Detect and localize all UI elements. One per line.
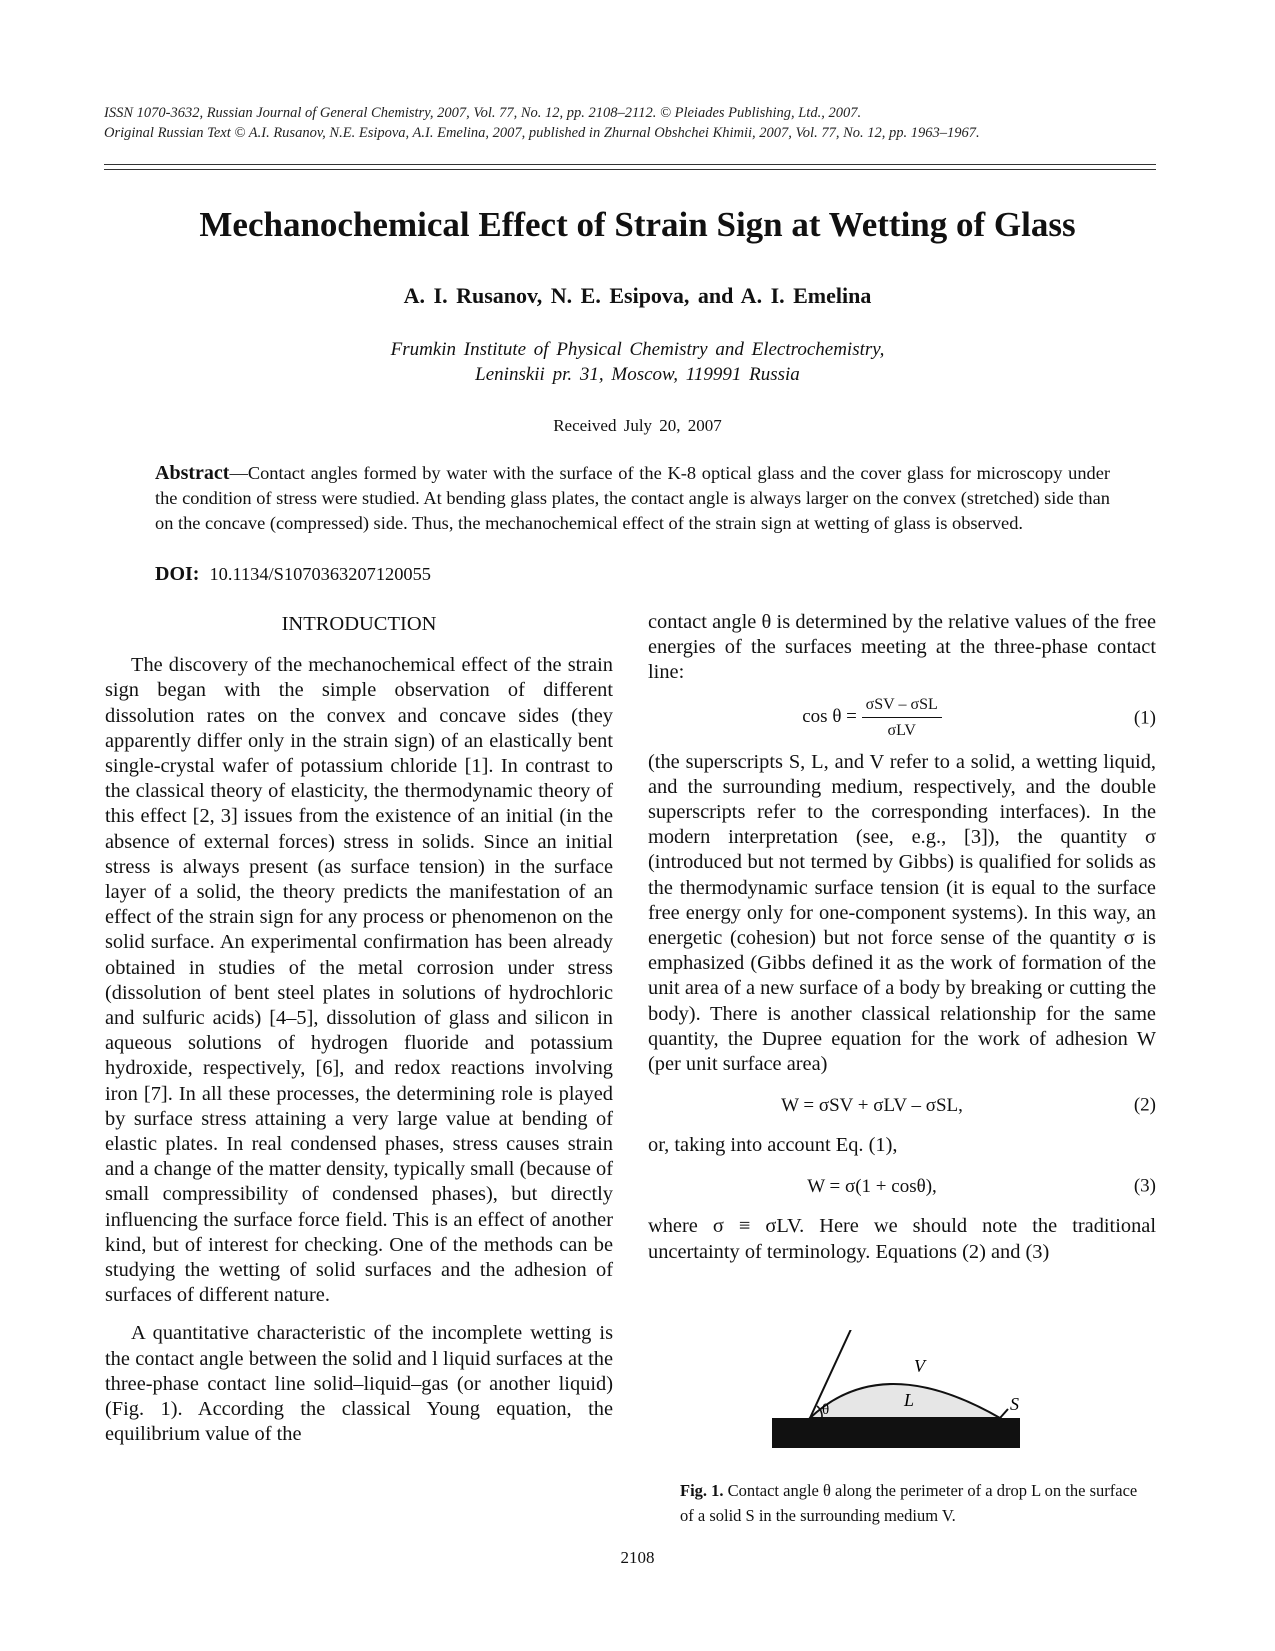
figure-caption-text: Contact angle θ along the perimeter of a drop L on the surface of a solid S in the surrounding medium V. [680, 1481, 1138, 1525]
doi-label: DOI: [155, 563, 200, 585]
equation-number: (1) [1133, 707, 1156, 729]
paragraph: where σ ≡ σLV. Here we should note the traditional uncertainty of terminology. Equations (2) and (3) [648, 1215, 1156, 1263]
affiliation-line-1: Frumkin Institute of Physical Chemistry and Electrochemistry, [390, 339, 885, 360]
section-heading: INTRODUCTION [281, 613, 437, 635]
right-column [648, 610, 1156, 1265]
abstract [155, 461, 1110, 536]
figure-caption-label: Fig. 1. [680, 1481, 724, 1500]
paragraph: or, taking into account Eq. (1), [648, 1134, 898, 1157]
paragraph: contact angle θ is determined by the relative values of the free energies of the surfaces meeting at the three-phase contact line: [648, 611, 1156, 684]
figure-label-theta: θ [822, 1402, 830, 1418]
left-column [105, 612, 613, 1448]
article-title: Mechanochemical Effect of Strain Sign at Wetting of Glass [199, 205, 1076, 244]
header-divider [104, 164, 1156, 165]
paragraph: (the superscripts S, L, and V refer to a solid, a wetting liquid, and the surrounding medium, respectively, and the double superscripts refer to the corresponding interfaces). In the modern interpretation (see, e.g., [3]), the quantity σ (introduced but not termed by Gibbs) is qualified for solids as the thermodynamic surface tension (it is equal to the surface free energy only for one-component systems). In this way, an energetic (cohesion) but not force sense of the quantity σ is emphasized (Gibbs defined it as the work of formation of the unit area of a new surface of a body by breaking or cutting the body). There is another classical relationship for the same quantity, the Dupree equation for the work of adhesion W (per unit surface area) [648, 750, 1156, 1076]
equation-1-denominator: σLV [887, 721, 916, 739]
header-line-1: ISSN 1070-3632, Russian Journal of General Chemistry, 2007, Vol. 77, No. 12, pp. 2108–2112. © Pleiades Publishing, Ltd., 2007. [104, 105, 862, 121]
surface-tick [1000, 1409, 1008, 1418]
equation-2 [648, 1083, 1156, 1127]
received-date: Received July 20, 2007 [553, 416, 722, 435]
equation-3-body: W = σ(1 + cosθ), [807, 1176, 937, 1198]
equation-number: (3) [1133, 1175, 1156, 1197]
doi [155, 563, 431, 586]
equation-1-lhs: cos θ = [802, 705, 857, 727]
affiliation [0, 337, 1275, 387]
header-line-2: Original Russian Text © A.I. Rusanov, N.E. Esipova, A.I. Emelina, 2007, published in Zhurnal Obshchei Khimii, 2007, Vol. 77, No. 12, pp. 1963–1967. [104, 125, 980, 141]
figure-label-v: V [914, 1356, 925, 1376]
contact-angle-figure [770, 1330, 1050, 1460]
figure-caption [680, 1478, 1140, 1528]
figure-label-s: S [1010, 1394, 1019, 1414]
affiliation-line-2: Leninskii pr. 31, Moscow, 119991 Russia [475, 364, 800, 385]
doi-value[interactable]: 10.1134/S1070363207120055 [209, 564, 432, 584]
equation-1 [648, 692, 1156, 744]
paragraph: The discovery of the mechanochemical effect of the strain sign began with the simple observation of different dissolution rates on the convex and concave sides (they apparently differ only in the strain sign) of an elastically bent single-crystal wafer of potassium chloride [1]. In contrast to the classical theory of elasticity, the thermodynamic theory of this effect [2, 3] issues from the existence of an initial (in the absence of external forces) stress in solids. Since an initial stress is always present (as surface tension) in the surface layer of a solid, the theory predicts the manifestation of an effect of the strain sign for any process or phenomenon on the solid surface. An experimental confirmation has been already obtained in studies of the metal corrosion under stress (dissolution of bent steel plates in solutions of hydrochloric and sulfuric acids) [4–5], dissolution of glass and silicon in aqueous solutions of hydrogen fluoride and potassium hydroxide, respectively, [6], and redox reactions involving iron [7]. In all these processes, the determining role is played by surface stress attaining a very large value at bending of elastic plates. In real condensed phases, stress causes strain and a change of the matter density, typically small (because of small compressibility of condensed phases), but directly influencing the surface force field. This is an effect of another kind, but of interest for checking. One of the methods can be studying the wetting of solid surfaces and the adhesion of surfaces of different nature. [105, 654, 613, 1307]
authors: A. I. Rusanov, N. E. Esipova, and A. I. Emelina [403, 283, 872, 308]
journal-header [104, 103, 1160, 143]
page-number: 2108 [620, 1548, 655, 1567]
paragraph: A quantitative characteristic of the incomplete wetting is the contact angle between the solid and l liquid surfaces at the three-phase contact line solid–liquid–gas (or another liquid) (Fig. 1). According the classical Young equation, the equilibrium value of the [105, 1322, 613, 1446]
header-divider [104, 169, 1156, 170]
equation-3 [648, 1164, 1156, 1208]
equation-1-numerator: σSV – σSL [862, 692, 942, 718]
abstract-text: —Contact angles formed by water with the surface of the K-8 optical glass and the cover glass for microscopy under the condition of stress were studied. At bending glass plates, the contact angle is always larger on the convex (stretched) side than on the concave (compressed) side. Thus, the mechanochemical effect of the strain sign at wetting of glass is observed. [155, 463, 1110, 533]
equation-2-body: W = σSV + σLV – σSL, [781, 1095, 963, 1117]
figure-label-l: L [904, 1390, 915, 1410]
abstract-label: Abstract [155, 462, 230, 484]
equation-number: (2) [1133, 1094, 1156, 1116]
solid-surface [772, 1418, 1020, 1448]
